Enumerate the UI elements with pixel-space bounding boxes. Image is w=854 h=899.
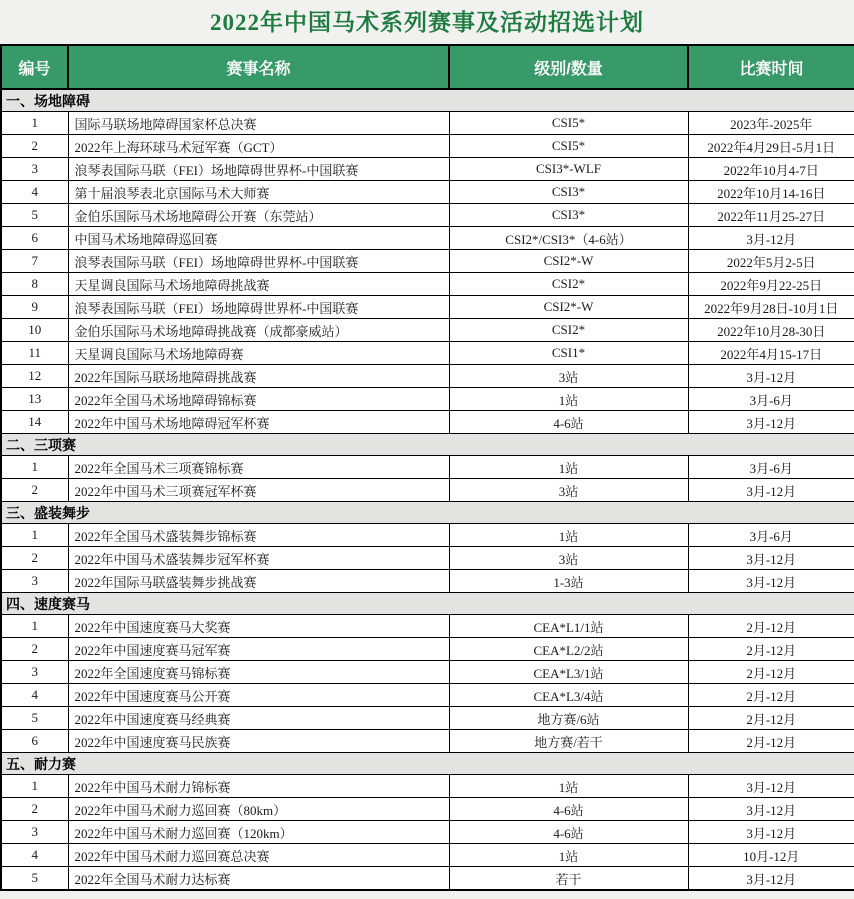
section-header-row [1, 434, 854, 456]
cell-event-name: 2022年全国马术三项赛锦标赛 [68, 456, 449, 479]
table-row [1, 411, 854, 434]
cell-number: 5 [1, 204, 68, 227]
cell-event-name: 2022年中国马术耐力锦标赛 [68, 775, 449, 798]
cell-number: 1 [1, 112, 68, 135]
cell-event-name: 浪琴表国际马联（FEI）场地障碍世界杯-中国联赛 [68, 158, 449, 181]
cell-number: 4 [1, 181, 68, 204]
table-row [1, 867, 854, 891]
cell-time: 3月-12月 [688, 227, 854, 250]
cell-event-name: 金伯乐国际马术场地障碍挑战赛（成都豪威站） [68, 319, 449, 342]
cell-number: 2 [1, 135, 68, 158]
events-table [0, 44, 854, 891]
cell-time: 2月-12月 [688, 684, 854, 707]
table-row [1, 707, 854, 730]
cell-number: 3 [1, 821, 68, 844]
cell-time: 2022年9月22-25日 [688, 273, 854, 296]
section-header-label: 四、速度赛马 [1, 593, 854, 615]
cell-number: 11 [1, 342, 68, 365]
table-row [1, 844, 854, 867]
cell-number: 10 [1, 319, 68, 342]
cell-time: 10月-12月 [688, 844, 854, 867]
cell-time: 2月-12月 [688, 707, 854, 730]
table-row [1, 661, 854, 684]
cell-level: CSI1* [449, 342, 688, 365]
cell-time: 3月-12月 [688, 867, 854, 891]
section-header-row [1, 593, 854, 615]
cell-number: 1 [1, 524, 68, 547]
cell-event-name: 2022年中国马术场地障碍冠军杯赛 [68, 411, 449, 434]
cell-event-name: 2022年中国马术耐力巡回赛（80km） [68, 798, 449, 821]
section-header-label: 三、盛装舞步 [1, 502, 854, 524]
cell-number: 1 [1, 775, 68, 798]
cell-time: 2022年11月25-27日 [688, 204, 854, 227]
table-row [1, 684, 854, 707]
cell-number: 7 [1, 250, 68, 273]
cell-event-name: 天星调良国际马术场地障碍赛 [68, 342, 449, 365]
cell-level: CSI5* [449, 135, 688, 158]
cell-number: 1 [1, 615, 68, 638]
cell-event-name: 浪琴表国际马联（FEI）场地障碍世界杯-中国联赛 [68, 296, 449, 319]
cell-level: 地方赛/6站 [449, 707, 688, 730]
cell-level: CSI3*-WLF [449, 158, 688, 181]
table-row [1, 250, 854, 273]
cell-level: 3站 [449, 365, 688, 388]
cell-level: CSI3* [449, 181, 688, 204]
table-row [1, 135, 854, 158]
cell-level: 1站 [449, 844, 688, 867]
cell-event-name: 2022年中国马术耐力巡回赛（120km） [68, 821, 449, 844]
cell-time: 3月-12月 [688, 411, 854, 434]
cell-time: 2022年10月28-30日 [688, 319, 854, 342]
cell-number: 4 [1, 844, 68, 867]
cell-time: 2022年10月4-7日 [688, 158, 854, 181]
table-row [1, 798, 854, 821]
cell-number: 3 [1, 158, 68, 181]
section-header-row [1, 753, 854, 775]
cell-level: CEA*L1/1站 [449, 615, 688, 638]
cell-event-name: 2022年中国速度赛马大奖赛 [68, 615, 449, 638]
cell-event-name: 2022年全国马术耐力达标赛 [68, 867, 449, 891]
cell-event-name: 2022年全国马术盛装舞步锦标赛 [68, 524, 449, 547]
header-row [1, 45, 854, 89]
cell-number: 5 [1, 867, 68, 891]
cell-level: CEA*L3/1站 [449, 661, 688, 684]
table-row [1, 638, 854, 661]
column-header-number: 编号 [1, 45, 68, 89]
cell-event-name: 2022年全国速度赛马锦标赛 [68, 661, 449, 684]
cell-number: 6 [1, 730, 68, 753]
cell-time: 3月-12月 [688, 798, 854, 821]
cell-time: 2022年10月14-16日 [688, 181, 854, 204]
cell-level: 地方赛/若干 [449, 730, 688, 753]
cell-event-name: 2022年国际马联场地障碍挑战赛 [68, 365, 449, 388]
table-row [1, 570, 854, 593]
cell-level: CSI2* [449, 319, 688, 342]
cell-time: 3月-12月 [688, 365, 854, 388]
table-row [1, 181, 854, 204]
cell-time: 3月-12月 [688, 547, 854, 570]
cell-time: 2月-12月 [688, 638, 854, 661]
cell-level: 4-6站 [449, 821, 688, 844]
cell-event-name: 2022年中国速度赛马冠军赛 [68, 638, 449, 661]
cell-level: CSI5* [449, 112, 688, 135]
section-header-row [1, 502, 854, 524]
cell-time: 3月-6月 [688, 456, 854, 479]
cell-level: 1站 [449, 456, 688, 479]
cell-event-name: 2022年全国马术场地障碍锦标赛 [68, 388, 449, 411]
cell-number: 3 [1, 570, 68, 593]
table-row [1, 158, 854, 181]
cell-level: CSI2*/CSI3*（4-6站） [449, 227, 688, 250]
page-title: 2022年中国马术系列赛事及活动招选计划 [210, 10, 644, 35]
cell-time: 2月-12月 [688, 615, 854, 638]
cell-level: 3站 [449, 547, 688, 570]
cell-time: 2月-12月 [688, 661, 854, 684]
cell-time: 2023年-2025年 [688, 112, 854, 135]
cell-event-name: 2022年中国速度赛马公开赛 [68, 684, 449, 707]
cell-level: CSI2*-W [449, 296, 688, 319]
cell-time: 2022年5月2-5日 [688, 250, 854, 273]
table-row [1, 365, 854, 388]
cell-number: 13 [1, 388, 68, 411]
column-header-competition-time: 比赛时间 [688, 45, 854, 89]
cell-number: 4 [1, 684, 68, 707]
column-header-level-quantity: 级别/数量 [449, 45, 688, 89]
cell-level: 4-6站 [449, 798, 688, 821]
cell-event-name: 2022年国际马联盛装舞步挑战赛 [68, 570, 449, 593]
section-header-label: 五、耐力赛 [1, 753, 854, 775]
cell-event-name: 金伯乐国际马术场地障碍公开赛（东莞站） [68, 204, 449, 227]
cell-time: 3月-12月 [688, 821, 854, 844]
cell-level: 1站 [449, 775, 688, 798]
table-row [1, 296, 854, 319]
cell-level: CSI2* [449, 273, 688, 296]
table-row [1, 388, 854, 411]
table-row [1, 227, 854, 250]
cell-level: 若干 [449, 867, 688, 891]
cell-number: 2 [1, 798, 68, 821]
cell-number: 1 [1, 456, 68, 479]
cell-time: 3月-6月 [688, 388, 854, 411]
table-row [1, 821, 854, 844]
cell-event-name: 2022年中国速度赛马民族赛 [68, 730, 449, 753]
cell-number: 3 [1, 661, 68, 684]
cell-level: CSI2*-W [449, 250, 688, 273]
table-row [1, 479, 854, 502]
cell-level: CSI3* [449, 204, 688, 227]
cell-event-name: 国际马联场地障碍国家杯总决赛 [68, 112, 449, 135]
cell-event-name: 浪琴表国际马联（FEI）场地障碍世界杯-中国联赛 [68, 250, 449, 273]
cell-event-name: 2022年中国马术盛装舞步冠军杯赛 [68, 547, 449, 570]
cell-number: 12 [1, 365, 68, 388]
cell-time: 3月-12月 [688, 775, 854, 798]
cell-number: 8 [1, 273, 68, 296]
cell-time: 2022年4月15-17日 [688, 342, 854, 365]
cell-event-name: 2022年中国马术三项赛冠军杯赛 [68, 479, 449, 502]
cell-time: 2022年9月28日-10月1日 [688, 296, 854, 319]
cell-time: 2月-12月 [688, 730, 854, 753]
cell-event-name: 第十届浪琴表北京国际马术大师赛 [68, 181, 449, 204]
cell-number: 2 [1, 479, 68, 502]
table-row [1, 730, 854, 753]
section-header-label: 二、三项赛 [1, 434, 854, 456]
table-row [1, 775, 854, 798]
table-row [1, 547, 854, 570]
table-row [1, 112, 854, 135]
cell-level: 1站 [449, 388, 688, 411]
cell-event-name: 中国马术场地障碍巡回赛 [68, 227, 449, 250]
cell-time: 3月-12月 [688, 479, 854, 502]
cell-level: 1-3站 [449, 570, 688, 593]
cell-time: 2022年4月29日-5月1日 [688, 135, 854, 158]
table-row [1, 524, 854, 547]
table-row [1, 273, 854, 296]
table-row [1, 456, 854, 479]
cell-time: 3月-6月 [688, 524, 854, 547]
cell-event-name: 2022年中国速度赛马经典赛 [68, 707, 449, 730]
table-row [1, 319, 854, 342]
cell-number: 6 [1, 227, 68, 250]
cell-level: 3站 [449, 479, 688, 502]
cell-number: 5 [1, 707, 68, 730]
cell-number: 2 [1, 547, 68, 570]
cell-time: 3月-12月 [688, 570, 854, 593]
table-row [1, 615, 854, 638]
cell-level: CEA*L2/2站 [449, 638, 688, 661]
column-header-event-name: 赛事名称 [68, 45, 449, 89]
cell-level: 1站 [449, 524, 688, 547]
cell-level: CEA*L3/4站 [449, 684, 688, 707]
section-header-label: 一、场地障碍 [1, 89, 854, 112]
cell-number: 2 [1, 638, 68, 661]
cell-event-name: 天星调良国际马术场地障碍挑战赛 [68, 273, 449, 296]
cell-number: 9 [1, 296, 68, 319]
section-header-row [1, 89, 854, 112]
table-row [1, 342, 854, 365]
cell-number: 14 [1, 411, 68, 434]
cell-level: 4-6站 [449, 411, 688, 434]
table-row [1, 204, 854, 227]
cell-event-name: 2022年中国马术耐力巡回赛总决赛 [68, 844, 449, 867]
cell-event-name: 2022年上海环球马术冠军赛（GCT） [68, 135, 449, 158]
